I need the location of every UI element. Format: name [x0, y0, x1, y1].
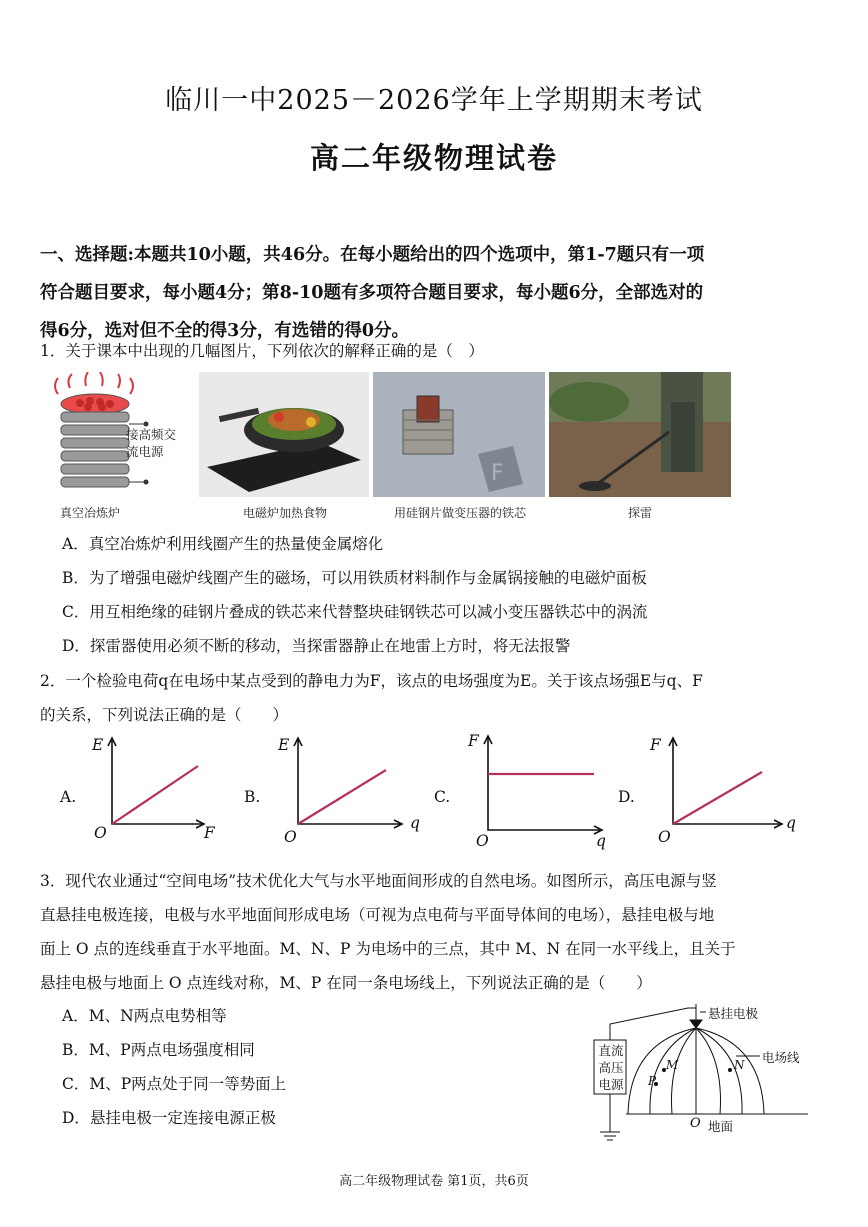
q3-option-b: B．M、P两点电场强度相同	[62, 1041, 255, 1059]
caption-induction-cooker: 电磁炉加热食物	[242, 506, 327, 520]
q1-stem: 1．关于课本中出现的几幅图片，下列依次的解释正确的是（ ）	[40, 342, 484, 360]
source-label-line-2: 高压	[598, 1060, 624, 1075]
graph-a-origin: O	[94, 824, 107, 842]
source-label-line-3: 电源	[598, 1077, 624, 1092]
q3-stem-line-2: 直悬挂电极连接，电极与水平地面间形成电场（可视为点电荷与平面导体间的电场），悬挂电极与地	[40, 906, 715, 924]
source-label-line-1: 直流	[598, 1043, 624, 1058]
point-m-label: M	[666, 1058, 679, 1072]
q3-stem-line-1: 3．现代农业通过“空间电场”技术优化大气与水平地面间形成的自然电场。如图所示，高压电源与竖	[40, 872, 717, 890]
q3-stem-line-4: 悬挂电极与地面上 O 点连线对称，M、P 在同一条电场线上，下列说法正确的是（ ）	[40, 974, 652, 992]
section-instructions	[40, 236, 820, 350]
induction-cooker-photo	[199, 372, 369, 497]
point-p-label: P	[648, 1074, 657, 1088]
coil-label-line-2: 流电源	[126, 444, 164, 459]
vacuum-furnace-illustration	[40, 372, 195, 497]
q1-option-c: C．用互相绝缘的硅钢片叠成的铁芯来代替整块硅钢铁芯可以减小变压器铁芯中的涡流	[62, 603, 648, 621]
coil-label-line-1: 接高频交	[126, 427, 177, 442]
section-line-1: 一、选择题:本题共10小题，共46分。在每小题给出的四个选项中，第1-7题只有一项	[40, 245, 705, 265]
mine-detection-photo	[549, 372, 731, 497]
q2-graphs	[40, 732, 830, 854]
point-n-label: N	[734, 1058, 745, 1072]
graph-c-origin: O	[476, 832, 489, 850]
graph-d-origin: O	[658, 828, 671, 846]
transformer-core-photo	[373, 372, 545, 497]
svg-text:F: F	[491, 461, 504, 486]
caption-transformer-core: 用硅钢片做变压器的铁芯	[393, 506, 526, 520]
graph-c-y-label: F	[468, 732, 479, 750]
graph-b-x-label: q	[410, 814, 420, 832]
electrode-label: 悬挂电极	[708, 1006, 759, 1021]
q1-option-a: A．真空冶炼炉利用线圈产生的热量使金属熔化	[62, 535, 384, 553]
q1-option-d: D．探雷器使用必须不断的移动，当探雷器静止在地雷上方时，将无法报警	[62, 637, 571, 655]
q3-stem-line-3: 面上 O 点的连线垂直于水平地面。M、N、P 为电场中的三点，其中 M、N 在同一水平线上，且关于	[40, 940, 736, 958]
ground-label: 地面	[708, 1119, 734, 1134]
electric-field-figure	[590, 1002, 820, 1152]
page-footer: 高二年级物理试卷 第1页，共6页	[339, 1174, 529, 1189]
graph-d-x-label: q	[786, 814, 796, 832]
graph-b-origin: O	[284, 828, 297, 846]
field-line-label: 电场线	[762, 1050, 800, 1065]
q3-option-d: D．悬挂电极一定连接电源正极	[62, 1109, 276, 1127]
exam-title: 临川一中2025－2026学年上学期期末考试	[165, 85, 703, 116]
q3-option-c: C．M、P两点处于同一等势面上	[62, 1075, 287, 1093]
graph-a-label: A.	[60, 788, 77, 806]
q1-option-b: B．为了增强电磁炉线圈产生的磁场，可以用铁质材料制作与金属锅接触的电磁炉面板	[62, 569, 647, 587]
graph-d-y-label: F	[650, 736, 661, 754]
q3-option-a: A．M、N两点电势相等	[62, 1007, 227, 1025]
graph-d-label: D.	[618, 788, 635, 806]
point-o-label: O	[690, 1116, 701, 1131]
graph-b-label: B.	[244, 788, 261, 806]
section-line-3: 得6分，选对但不全的得3分，有选错的得0分。	[40, 321, 410, 341]
q2-stem-line-2: 的关系，下列说法正确的是（ ）	[40, 706, 289, 724]
caption-vacuum-furnace: 真空冶炼炉	[59, 506, 120, 520]
section-line-2: 符合题目要求，每小题4分；第8-10题有多项符合题目要求，每小题6分，全部选对的	[40, 283, 704, 303]
graph-c-label: C.	[434, 788, 451, 806]
graph-b-y-label: E	[278, 736, 290, 754]
graph-c-x-label: q	[596, 832, 606, 850]
graph-a-x-label: F	[204, 824, 215, 842]
q2-stem-line-1: 2．一个检验电荷q在电场中某点受到的静电力为F，该点的电场强度为E。关于该点场强E与q、F	[40, 672, 703, 690]
exam-subtitle: 高二年级物理试卷	[309, 141, 558, 175]
graph-a-y-label: E	[92, 736, 104, 754]
caption-mine-detection: 探雷	[627, 506, 652, 520]
